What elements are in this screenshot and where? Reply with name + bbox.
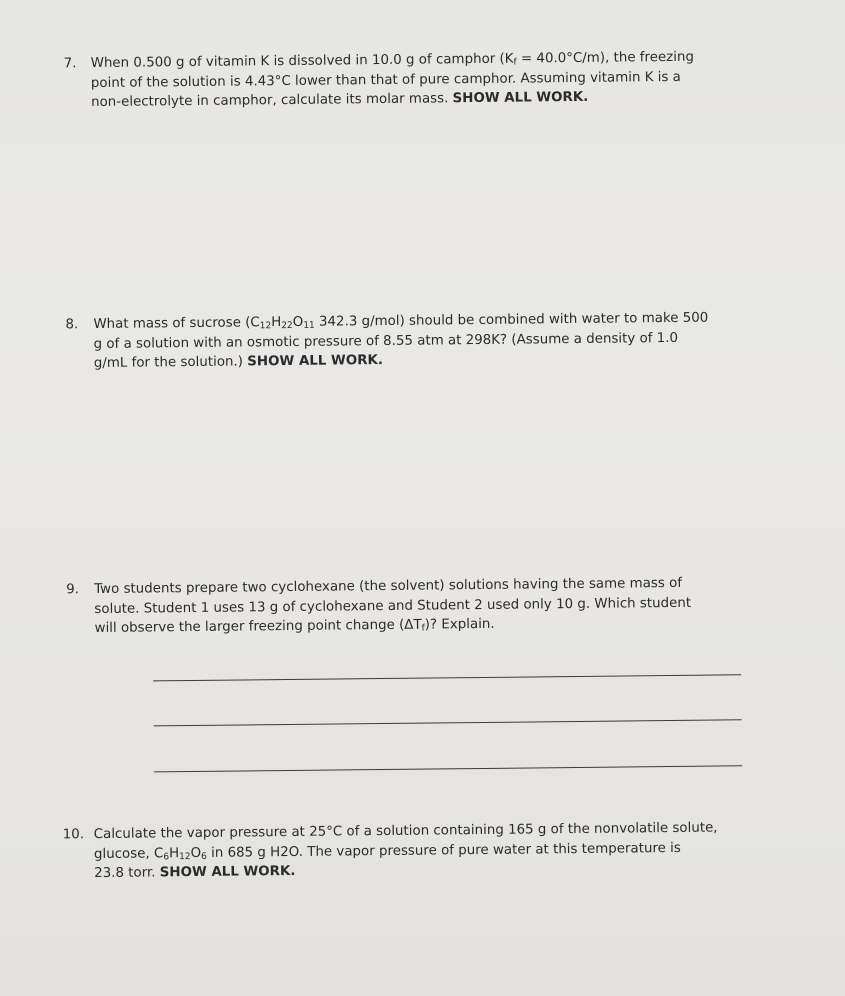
question-number: 10. [62, 827, 85, 843]
question-line: point of the solution is 4.43°C lower than that of pure camphor. Assuming vitamin K is a [90, 69, 681, 91]
answer-line [154, 765, 742, 772]
question-line: What mass of sucrose ($C_{12}H_{22}O_{11}$ 342.3 g/mol) should be combined with water to make 500 [93, 310, 709, 333]
question-8 [65, 308, 785, 372]
question-line: g of a solution with an osmotic pressure of 8.55 atm at 298K? (Assume a density of 1.0 [93, 330, 679, 352]
question-line: solute. Student 1 uses 13 g of cyclohexane and Student 2 used only 10 g. Which student [94, 595, 692, 617]
question-number: 8. [65, 317, 79, 333]
question-line: Two students prepare two cyclohexane (the solvent) solutions having the same mass of [94, 575, 683, 598]
question-7 [63, 47, 784, 111]
show-all-work: SHOW ALL WORK. [159, 863, 296, 881]
question-line: glucose, $C_6H_{12}O_6$ in 685 g H2O. The vapor pressure of pure water at this temperature is [93, 840, 681, 862]
show-all-work: SHOW ALL WORK. [452, 89, 589, 107]
answer-line [154, 719, 742, 726]
question-line: Calculate the vapor pressure at 25°C of a solution containing 165 g of the nonvolatile solute, [93, 820, 718, 843]
question-9 [66, 573, 786, 637]
question-10 [62, 818, 803, 882]
question-line: will observe the larger freezing point change $(\Delta T_f)$? Explain. [94, 616, 495, 637]
question-line: non-electrolyte in camphor, calculate its molar mass. SHOW ALL WORK. [91, 89, 589, 111]
show-all-work: SHOW ALL WORK. [247, 353, 384, 370]
question-line: When 0.500 g of vitamin K is dissolved in 10.0 g of camphor $(K_f = 40.0^\circ C/m)$, the freezing [90, 49, 694, 72]
question-number: 9. [66, 582, 80, 598]
question-number: 7. [63, 56, 77, 72]
question-line: g/mL for the solution.) SHOW ALL WORK. [93, 353, 384, 372]
question-line: 23.8 torr. SHOW ALL WORK. [94, 863, 296, 882]
answer-line [153, 674, 741, 681]
